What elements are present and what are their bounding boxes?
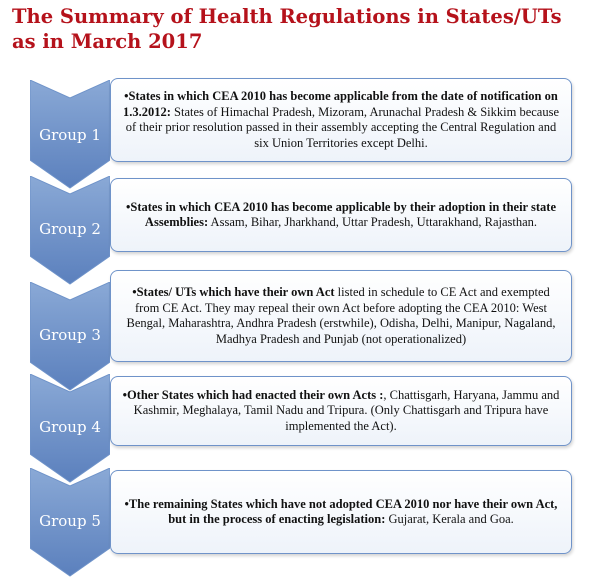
group-5-text — [111, 497, 571, 528]
group-2-label: Group 2 — [39, 220, 101, 238]
group-1-label: Group 1 — [39, 126, 101, 144]
group-4-label: Group 4 — [39, 418, 101, 436]
group-3-box — [110, 270, 572, 362]
group-3-body: listed in schedule to CE Act and exempted from CE Act. They may repeal their own Act before adopting the CEA 2010: West Bengal, Maharashtra, Andhra Pradesh (erstwhile), Odisha, Delhi, Manipur, Nagaland, Madhya Pradesh and Punjab (not operationalized) — [126, 285, 556, 346]
group-4-text — [111, 388, 571, 435]
group-2-heading: •States in which CEA 2010 has become applicable by their adoption in their state Assemblies: — [126, 199, 556, 229]
group-1-body: States of Himachal Pradesh, Mizoram, Arunachal Pradesh & Sikkim because of their prior resolution passed in their assembly accepting the Central Regulation and six Union Territories except Delhi. — [125, 104, 560, 150]
group-4-heading: •Other States which had enacted their own Acts : — [122, 387, 384, 402]
group-3-heading: •States/ UTs which have their own Act — [132, 285, 335, 299]
group-1-text — [111, 89, 571, 151]
group-2-box — [110, 178, 572, 252]
group-1-chevron — [30, 80, 110, 190]
page-title: The Summary of Health Regulations in States/UTs as in March 2017 — [12, 5, 562, 53]
group-3-text — [111, 285, 571, 347]
group-5-body: Gujarat, Kerala and Goa. — [385, 512, 514, 526]
group-3-label: Group 3 — [39, 326, 101, 344]
group-5-chevron — [30, 468, 110, 578]
group-2-body: Assam, Bihar, Jharkhand, Uttar Pradesh, Uttarakhand, Rajasthan. — [208, 215, 538, 229]
group-4-box — [110, 376, 572, 446]
group-2-text — [111, 200, 571, 231]
group-5-box — [110, 470, 572, 554]
group-1-box — [110, 78, 572, 162]
group-4-body: , Chattisgarh, Haryana, Jammu and Kashmir, Meghalaya, Tamil Nadu and Tripura. (Only Chattisgarh and Tripura have implemented the Act). — [133, 387, 560, 433]
group-2-chevron — [30, 176, 110, 286]
group-5-heading: •The remaining States which have not adopted CEA 2010 nor have their own Act, but in the process of enacting legislation: — [124, 496, 558, 526]
group-1-heading: •States in which CEA 2010 has become applicable from the date of notification on 1.3.2012: — [122, 89, 558, 119]
group-5-label: Group 5 — [39, 512, 101, 530]
